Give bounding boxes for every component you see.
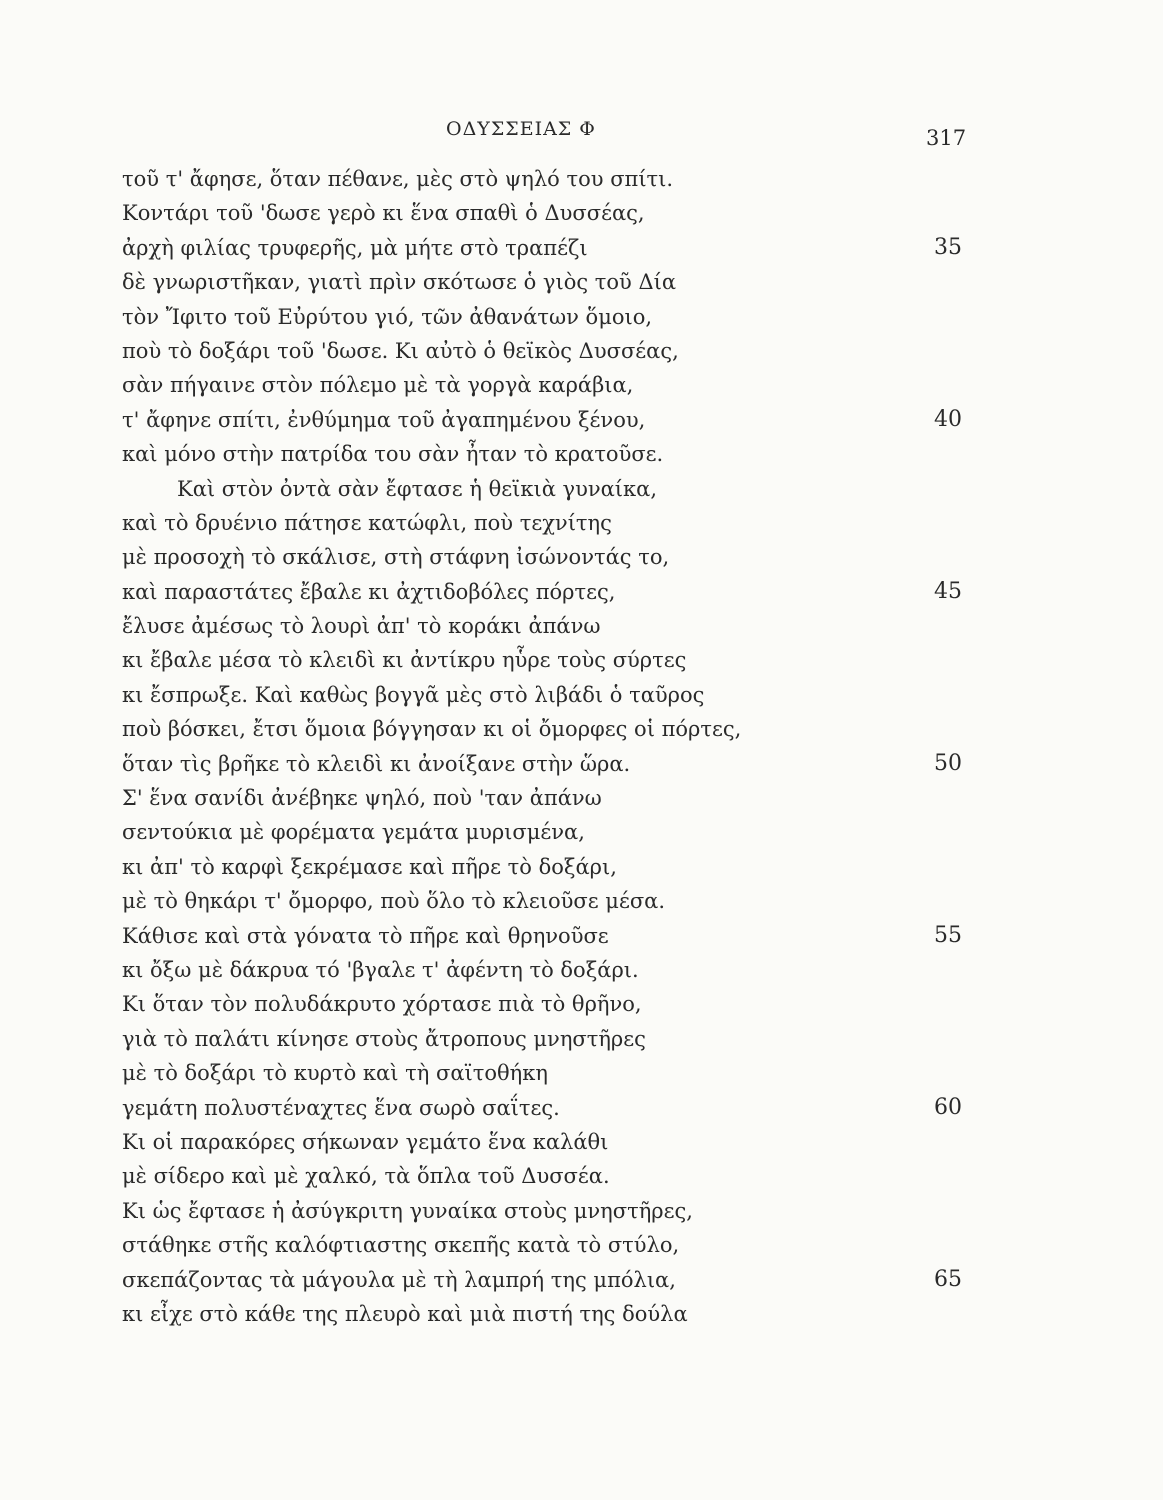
verse-line [122, 712, 962, 746]
verse-line-text: μὲ τὸ θηκάρι τ' ὄμορφο, ποὺ ὅλο τὸ κλειοῦσε μέσα. [122, 889, 666, 914]
verse-line-text: Σ' ἕνα σανίδι ἀνέβηκε ψηλό, ποὺ 'ταν ἀπάνω [122, 786, 602, 811]
verse-line-text: κι ὄξω μὲ δάκρυα τό 'βγαλε τ' ἀφέντη τὸ δοξάρι. [122, 957, 639, 982]
line-number: 60 [934, 1094, 962, 1120]
verse-line-text: γεμάτη πολυστέναχτες ἕνα σωρὸ σαΐτες. [122, 1095, 560, 1120]
verse-line-text: μὲ προσοχὴ τὸ σκάλισε, στὴ στάφνη ἰσώνοντάς το, [122, 545, 670, 570]
verse-line-text: καὶ παραστάτες ἔβαλε κι ἀχτιδοβόλες πόρτες, [122, 579, 616, 604]
verse-line [122, 162, 962, 196]
line-number: 55 [934, 922, 962, 948]
verse-line-text: σκεπάζοντας τὰ μάγουλα μὲ τὴ λαμπρή της μπόλια, [122, 1267, 676, 1292]
verse-line [122, 643, 962, 677]
verse-line-text: ἔλυσε ἀμέσως τὸ λουρὶ ἀπ' τὸ κοράκι ἀπάνω [122, 614, 601, 639]
verse-line [122, 919, 962, 953]
verse-line-text: μὲ τὸ δοξάρι τὸ κυρτὸ καὶ τὴ σαϊτοθήκη [122, 1061, 548, 1086]
verse-line [122, 300, 962, 334]
verse-line-text: Κάθισε καὶ στὰ γόνατα τὸ πῆρε καὶ θρηνοῦσε [122, 923, 609, 948]
verse-line-text: μὲ σίδερο καὶ μὲ χαλκό, τὰ ὅπλα τοῦ Δυσσέα. [122, 1164, 610, 1189]
verse-text [122, 162, 962, 1331]
verse-line [122, 1125, 962, 1159]
verse-line [122, 850, 962, 884]
running-head: ΟΔΥΣΣΕΙΑΣ Φ [446, 118, 596, 140]
verse-line-text: τ' ἄφηνε σπίτι, ἐνθύμημα τοῦ ἀγαπημένου ξένου, [122, 407, 646, 432]
line-number: 45 [934, 578, 962, 604]
verse-line [122, 884, 962, 918]
verse-line-text: δὲ γνωριστῆκαν, γιατὶ πρὶν σκότωσε ὁ γιὸς τοῦ Δία [122, 270, 677, 295]
verse-line [122, 334, 962, 368]
verse-line-text: κι ἀπ' τὸ καρφὶ ξεκρέμασε καὶ πῆρε τὸ δοξάρι, [122, 854, 617, 879]
verse-line [122, 815, 962, 849]
verse-line [122, 403, 962, 437]
verse-line-text: σεντούκια μὲ φορέματα γεμάτα μυρισμένα, [122, 820, 585, 845]
verse-line [122, 1159, 962, 1193]
verse-line [122, 1194, 962, 1228]
line-number: 35 [934, 234, 962, 260]
verse-line-text: γιὰ τὸ παλάτι κίνησε στοὺς ἄτροπους μνηστῆρες [122, 1026, 646, 1051]
verse-line [122, 1091, 962, 1125]
verse-line [122, 575, 962, 609]
verse-line [122, 609, 962, 643]
verse-line [122, 540, 962, 574]
line-number: 40 [934, 406, 962, 432]
verse-line-text: καὶ μόνο στὴν πατρίδα του σὰν ἦταν τὸ κρατοῦσε. [122, 442, 664, 467]
verse-line [122, 678, 962, 712]
line-number: 50 [934, 750, 962, 776]
verse-line [122, 472, 962, 506]
verse-line [122, 953, 962, 987]
verse-line [122, 196, 962, 230]
verse-line-text: Κι οἱ παρακόρες σήκωναν γεμάτο ἕνα καλάθι [122, 1129, 609, 1154]
page-number: 317 [926, 126, 967, 150]
verse-line [122, 1228, 962, 1262]
verse-line-text: Κι ὡς ἔφτασε ἡ ἀσύγκριτη γυναίκα στοὺς μνηστῆρες, [122, 1198, 693, 1223]
verse-line [122, 1297, 962, 1331]
verse-line [122, 231, 962, 265]
verse-line-text: κι εἶχε στὸ κάθε της πλευρὸ καὶ μιὰ πιστή της δούλα [122, 1301, 688, 1326]
verse-line-text: στάθηκε στῆς καλόφτιαστης σκεπῆς κατὰ τὸ στύλο, [122, 1233, 680, 1258]
verse-line-text: ποὺ τὸ δοξάρι τοῦ 'δωσε. Κι αὐτὸ ὁ θεϊκὸς Δυσσέας, [122, 338, 679, 363]
verse-line-text: Κοντάρι τοῦ 'δωσε γερὸ κι ἕνα σπαθὶ ὁ Δυσσέας, [122, 201, 645, 226]
verse-line [122, 437, 962, 471]
verse-line [122, 1022, 962, 1056]
verse-line-text: καὶ τὸ δρυένιο πάτησε κατώφλι, ποὺ τεχνίτης [122, 510, 612, 535]
verse-line [122, 368, 962, 402]
line-number: 65 [934, 1266, 962, 1292]
verse-line [122, 987, 962, 1021]
verse-line-text: σὰν πήγαινε στὸν πόλεμο μὲ τὰ γοργὰ καράβια, [122, 373, 634, 398]
verse-line-text: τὸν Ἴφιτο τοῦ Εὐρύτου γιό, τῶν ἀθανάτων ὅμοιο, [122, 304, 653, 329]
verse-line [122, 265, 962, 299]
verse-line [122, 781, 962, 815]
verse-line-text: ἀρχὴ φιλίας τρυφερῆς, μὰ μήτε στὸ τραπέζι [122, 235, 588, 260]
verse-line [122, 506, 962, 540]
verse-line-text: κι ἔβαλε μέσα τὸ κλειδὶ κι ἀντίκρυ ηὗρε τοὺς σύρτες [122, 648, 687, 673]
verse-line [122, 1263, 962, 1297]
verse-line-text: ὅταν τὶς βρῆκε τὸ κλειδὶ κι ἀνοίξανε στὴν ὥρα. [122, 751, 631, 776]
verse-line-text: ποὺ βόσκει, ἔτσι ὅμοια βόγγησαν κι οἱ ὄμορφες οἱ πόρτες, [122, 717, 742, 742]
verse-line [122, 747, 962, 781]
verse-line-text: Καὶ στὸν ὀντὰ σὰν ἔφτασε ἡ θεϊκιὰ γυναίκα, [177, 476, 658, 501]
verse-line-text: Κι ὅταν τὸν πολυδάκρυτο χόρτασε πιὰ τὸ θρῆνο, [122, 992, 642, 1017]
verse-line [122, 1056, 962, 1090]
verse-line-text: τοῦ τ' ἄφησε, ὅταν πέθανε, μὲς στὸ ψηλό του σπίτι. [122, 167, 674, 191]
verse-line-text: κι ἔσπρωξε. Καὶ καθὼς βογγᾶ μὲς στὸ λιβάδι ὁ ταῦρος [122, 682, 705, 707]
